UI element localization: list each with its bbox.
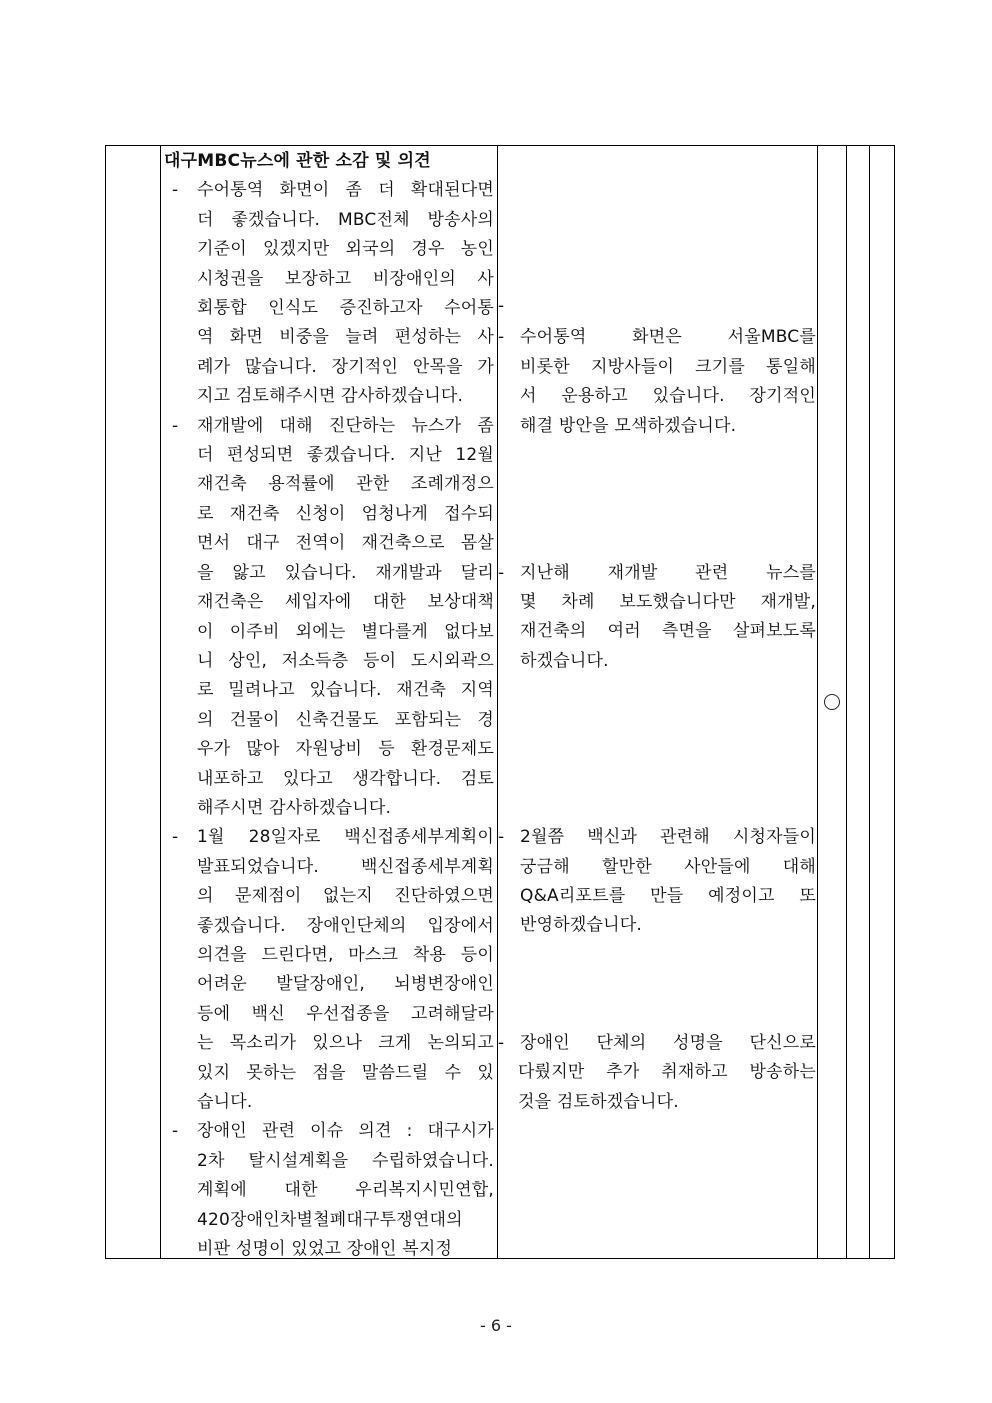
opinion-line: 발표되었습니다. 백신접종세부계획 — [197, 856, 494, 877]
bullet-dash: - — [498, 827, 505, 848]
response-line: 수어통역 화면은 서울MBC를 — [520, 327, 816, 348]
response-line: 비롯한 지방사들이 크기를 통일해 — [520, 356, 816, 377]
opinion-line: 420장애인차별철폐대구투쟁연대의 — [197, 1209, 463, 1230]
opinion-line: 로 재건축 신청이 엄청나게 접수되 — [197, 503, 494, 524]
opinion-line: 역 화면 비중을 늘려 편성하는 사 — [197, 327, 494, 348]
opinion-line: 로 밀려나고 있습니다. 재건축 지역 — [197, 680, 494, 701]
opinion-line: 의 건물이 신축건물도 포함되는 경 — [197, 709, 494, 730]
response-line: 궁금해 할만한 사안들에 대해 — [520, 856, 816, 877]
opinion-line: 계획에 대한 우리복지시민연합, — [197, 1180, 494, 1201]
response-line: 다뤘지만 추가 취재하고 방송하는 — [518, 1062, 816, 1083]
opinion-line: 더 좋겠습니다. MBC전체 방송사의 — [197, 209, 494, 230]
response-line: 몇 차례 보도했습니다만 재개발, — [520, 592, 816, 612]
opinion-item — [162, 1117, 494, 1264]
opinion-line: 1월 28일자로 백신접종세부계획이 — [197, 827, 494, 848]
bullet-dash: - — [498, 562, 505, 583]
opinion-line: 재개발에 대해 진단하는 뉴스가 좀 — [197, 415, 494, 436]
response-line: 재건축의 여러 측면을 살펴보도록 — [520, 621, 816, 642]
opinion-line: 시청권을 보장하고 비장애인의 사 — [197, 268, 494, 289]
bullet-dash: - — [498, 327, 505, 348]
response-line: 2월쯤 백신과 관련해 시청자들이 — [520, 827, 816, 848]
opinion-line: 재건축은 세입자에 대한 보상대책 — [197, 592, 494, 613]
response-line: 지난해 재개발 관련 뉴스를 — [520, 562, 816, 583]
response-item — [498, 559, 816, 677]
opinion-line: 내포하고 있다고 생각합니다. 검토 — [197, 768, 494, 789]
opinion-line: 수어통역 화면이 좀 더 확대된다면 — [197, 180, 494, 201]
bullet-dash: - — [172, 415, 179, 436]
bullet-dash: - — [172, 827, 179, 848]
opinion-line: 있지 못하는 점을 말씀드릴 수 있 — [197, 1062, 494, 1083]
opinion-item — [162, 412, 494, 824]
section-title: 대구MBC뉴스에 관한 소감 및 의견 — [164, 151, 431, 171]
opinion-line: 우가 많아 자원낭비 등 환경문제도 — [197, 739, 494, 760]
opinion-line: 2차 탈시설계획을 수립하였습니다. — [197, 1150, 494, 1171]
response-line: 반영하겠습니다. — [520, 915, 642, 936]
opinion-line: 이 이주비 외에는 별다를게 없다보 — [197, 621, 494, 642]
opinion-line: 례가 많습니다. 장기적인 안목을 가 — [197, 356, 494, 377]
bullet-dash: - — [172, 180, 179, 201]
opinion-line: 등에 백신 우선접종을 고려해달라 — [197, 1003, 494, 1024]
opinion-line: 재건축 용적률에 관한 조례개정으 — [197, 474, 494, 495]
opinion-line: 의 문제점이 없는지 진단하였으면 — [197, 886, 494, 907]
table-divider — [869, 145, 870, 1259]
table-divider — [846, 145, 847, 1259]
opinion-line: 지고 검토해주시면 감사하겠습니다. — [197, 386, 464, 407]
opinion-line: 어려운 발달장애인, 뇌병변장애인 — [197, 974, 494, 995]
bullet-dash: - — [498, 1033, 505, 1053]
response-item — [498, 1029, 816, 1117]
page-number: - 6 - — [480, 1316, 512, 1335]
response-line: 해결 방안을 모색하겠습니다. — [520, 415, 737, 436]
check-mark-circle — [824, 694, 840, 710]
opinion-line: 회통합 인식도 증진하고자 수어통 — [197, 298, 494, 319]
opinion-item — [162, 176, 494, 411]
bullet-dash: - — [172, 1121, 179, 1142]
opinion-line: 니 상인, 저소득층 등이 도시외곽으 — [197, 650, 494, 671]
opinion-line: 습니다. — [197, 1092, 253, 1112]
stray-dash: - — [498, 296, 505, 316]
opinion-line: 장애인 관련 이슈 의견 : 대구시가 — [197, 1121, 494, 1142]
opinion-line: 좋겠습니다. 장애인단체의 입장에서 — [197, 915, 494, 936]
response-item — [498, 823, 816, 941]
opinion-line: 는 목소리가 있으나 크게 논의되고 — [197, 1033, 494, 1054]
response-item — [498, 323, 816, 441]
response-line: Q&A리포트를 만들 예정이고 또 — [520, 886, 816, 906]
opinion-column — [162, 147, 494, 1264]
response-line: 서 운용하고 있습니다. 장기적인 — [520, 386, 816, 407]
table-divider — [817, 145, 818, 1259]
opinion-line: 해주시면 감사하겠습니다. — [197, 797, 392, 818]
response-line: 장애인 단체의 성명을 단신으로 — [520, 1033, 816, 1053]
opinion-line: 을 앓고 있습니다. 재개발과 달리 — [197, 562, 494, 583]
opinion-line: 기준이 있겠지만 외국의 경우 농인 — [197, 239, 494, 260]
opinion-list — [162, 176, 494, 1264]
opinion-line: 더 편성되면 좋겠습니다. 지난 12월 — [197, 445, 494, 466]
opinion-line: 의견을 드린다면, 마스크 착용 등이 — [197, 944, 494, 965]
opinion-line: 면서 대구 전역이 재건축으로 몸살 — [197, 533, 494, 554]
opinion-line: 비판 성명이 있었고 장애인 복지정 — [197, 1239, 453, 1260]
response-line: 하겠습니다. — [520, 650, 609, 671]
table-divider — [160, 145, 161, 1259]
response-line: 것을 검토하겠습니다. — [518, 1091, 679, 1112]
opinion-item — [162, 823, 494, 1117]
